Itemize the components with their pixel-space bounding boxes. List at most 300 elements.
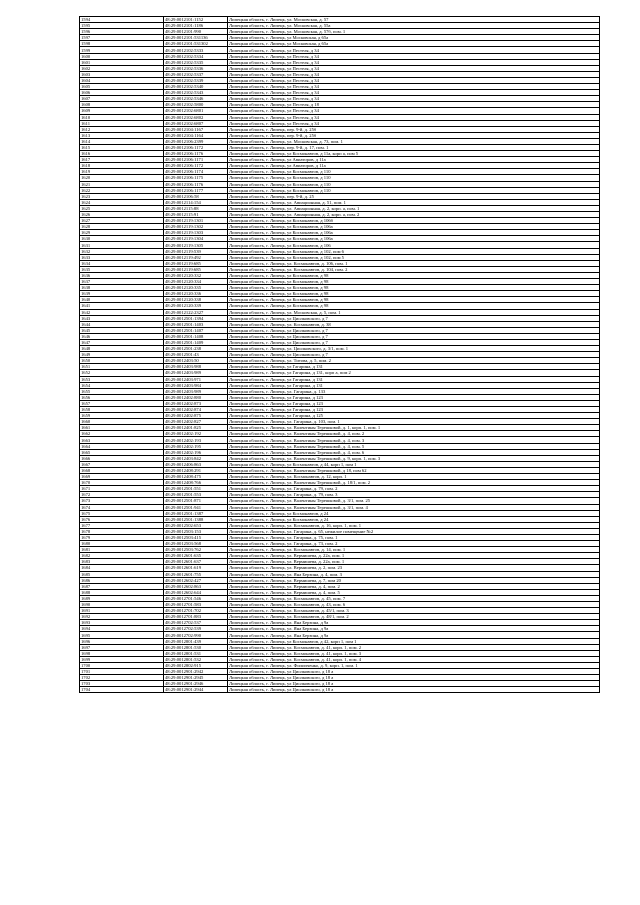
- row-number-cell: 1671: [80, 486, 164, 492]
- address-cell: Липецкая область, г. Липецк, ул. Гагарина, д. 73, пом. 2: [228, 541, 600, 547]
- cadastral-number-cell: 48:29:0012119:1301: [164, 218, 228, 224]
- cadastral-number-cell: 48:29:0012102:5335: [164, 59, 228, 65]
- address-cell: Липецкая область, г. Липецк, ул. Яна Берзина, д 9а: [228, 626, 600, 632]
- address-cell: Липецкая область, г. Липецк, ул Космонавтов, д 98: [228, 272, 600, 278]
- cadastral-number-cell: 48:29:0012501:551: [164, 486, 228, 492]
- address-cell: Липецкая область, г. Липецк, ул. Филипченко, д. 9, корп. 1, пом. 1: [228, 662, 600, 668]
- cadastral-number-cell: 48:29:0012801:531: [164, 650, 228, 656]
- cadastral-number-cell: 48:29:0012119:492: [164, 254, 228, 260]
- address-cell: Липецкая область, г. Липецк, ул. Вермишева, д. 4, пом. 5: [228, 589, 600, 595]
- row-number-cell: 1600: [80, 53, 164, 59]
- cadastral-number-cell: 48:29:0012402:827: [164, 419, 228, 425]
- cadastral-number-cell: 48:29:0012101:531302: [164, 41, 228, 47]
- address-cell: Липецкая область, г. Липецк, ул. Гагарина, д. 65, нежилое помещение №2: [228, 528, 600, 534]
- cadastral-number-cell: 48:29:0012102:5336: [164, 65, 228, 71]
- cadastral-number-cell: 48:29:0012602:427: [164, 577, 228, 583]
- address-cell: Липецкая область, г. Липецк, пер. 9-й, д. 17, пом. 1: [228, 144, 600, 150]
- cadastral-number-cell: 48:29:0012602:863: [164, 583, 228, 589]
- row-number-cell: 1682: [80, 553, 164, 559]
- row-number-cell: 1665: [80, 449, 164, 455]
- address-cell: Липецкая область, г. Липецк, ул Космонавтов, д 44, корп 1, пом 1: [228, 461, 600, 467]
- row-number-cell: 1679: [80, 534, 164, 540]
- row-number-cell: 1676: [80, 516, 164, 522]
- cadastral-number-cell: 48:29:0012119:1303: [164, 230, 228, 236]
- row-number-cell: 1668: [80, 467, 164, 473]
- row-number-cell: 1639: [80, 291, 164, 297]
- address-cell: Липецкая область, г. Липецк, ул Космонавтов, д 98: [228, 279, 600, 285]
- address-cell: Липецкая область, г. Липецк, ул Авиаторов, д 11а: [228, 163, 600, 169]
- cadastral-number-cell: 48:29:0012501:43: [164, 352, 228, 358]
- address-cell: Липецкая область, г. Липецк, ул Московская, д 65а: [228, 41, 600, 47]
- address-cell: Липецкая область, г. Липецк, ул. Космонавтов, д. 48/1, пом. 2: [228, 614, 600, 620]
- address-cell: Липецкая область, г. Липецк, ул Космонавтов, д 98: [228, 303, 600, 309]
- address-cell: Липецкая область, г. Липецк, ул. Валентины Терешковой, д. 4, пом. 2: [228, 431, 600, 437]
- address-cell: Липецкая область, г. Липецк, ул. Космонавтов, д. 45/1, пом. 3: [228, 608, 600, 614]
- address-cell: Липецкая область, г. Липецк, ул Пестеля, д 34: [228, 59, 600, 65]
- address-cell: Липецкая область, г. Липецк, ул Московская, д 65а: [228, 35, 600, 41]
- address-cell: Липецкая область, г. Липецк, ул. Валентины Терешковой, д. 3/1, пом. 25: [228, 498, 600, 504]
- row-number-cell: 1619: [80, 169, 164, 175]
- row-number-cell: 1692: [80, 614, 164, 620]
- row-number-cell: 1678: [80, 528, 164, 534]
- address-cell: Липецкая область, г. Липецк, ул. Авиационная, д. 2, корп. а, пом. 2: [228, 212, 600, 218]
- address-cell: Липецкая область, г. Липецк, ул Пестеля, д 34: [228, 71, 600, 77]
- address-cell: Липецкая область, г. Липецк, ул Циолковского, д 7: [228, 333, 600, 339]
- cadastral-number-cell: 48:29:0012702:539: [164, 626, 228, 632]
- cadastral-number-cell: 48:29:0012501:238: [164, 346, 228, 352]
- row-number-cell: 1611: [80, 120, 164, 126]
- address-cell: Липецкая область, г. Липецк, ул Пестеля, д 34: [228, 120, 600, 126]
- address-cell: Липецкая область, г. Липецк, ул Пестеля, д 34: [228, 108, 600, 114]
- address-cell: Липецкая область, г. Липецк, ул Циолковского, д 18 а: [228, 681, 600, 687]
- cadastral-number-cell: 48:29:0012901:2942: [164, 669, 228, 675]
- row-number-cell: 1618: [80, 163, 164, 169]
- cadastral-number-cell: 48:29:0012102:6807: [164, 120, 228, 126]
- address-cell: Липецкая область, г. Липецк, ул Космонавтов, д 11а, корп а, пом 5: [228, 151, 600, 157]
- cadastral-number-cell: 48:29:0012501:1408: [164, 333, 228, 339]
- address-cell: Липецкая область, г. Липецк, ул Космонавтов, д 98: [228, 291, 600, 297]
- cadastral-number-cell: 48:29:0012402:195: [164, 443, 228, 449]
- address-cell: Липецкая область, г. Липецк, ул Гагарина, д 123: [228, 400, 600, 406]
- cadastral-number-cell: 48:29:0012120:336: [164, 291, 228, 297]
- address-cell: Липецкая область, г. Липецк, ул Космонавтов, д 110: [228, 187, 600, 193]
- address-cell: Липецкая область, г. Липецк, ул. Космонавтов, д. 43, пом. 6: [228, 602, 600, 608]
- address-cell: Липецкая область, г. Липецк, ул Космонавтов, д 106а: [228, 236, 600, 242]
- cadastral-number-cell: 48:29:0012408:291: [164, 467, 228, 473]
- address-cell: Липецкая область, г. Липецк, ул Циолковского, д 7: [228, 315, 600, 321]
- address-cell: Липецкая область, г. Липецк, ул Гагарина, д 125: [228, 413, 600, 419]
- row-number-cell: 1675: [80, 510, 164, 516]
- cadastral-number-cell: 48:29:0012501:1403: [164, 321, 228, 327]
- row-number-cell: 1644: [80, 321, 164, 327]
- row-number-cell: 1597: [80, 35, 164, 41]
- row-number-cell: 1664: [80, 443, 164, 449]
- address-cell: Липецкая область, г. Липецк, ул. Вермишева, д. 22а, пом. 1: [228, 559, 600, 565]
- cadastral-number-cell: 48:29:0012106:1172: [164, 163, 228, 169]
- row-number-cell: 1621: [80, 181, 164, 187]
- address-cell: Липецкая область, г. Липецк, ул. Валентины Терешковой, д. 3/1, пом. 4: [228, 504, 600, 510]
- cadastral-number-cell: 48:29:0012106:2399: [164, 138, 228, 144]
- address-cell: Липецкая область, г. Липецк, ул Космонавтов, д 102, пом 6: [228, 248, 600, 254]
- address-cell: Липецкая область, г. Липецк, ул Циолковского, д 18 а: [228, 669, 600, 675]
- address-cell: Липецкая область, г. Липецк, ул. Валентины Терешковой, д. 4, пом. 3: [228, 437, 600, 443]
- cadastral-number-cell: 48:29:0012119:685: [164, 260, 228, 266]
- cadastral-number-cell: 48:29:0012701:702: [164, 608, 228, 614]
- cadastral-number-cell: 48:29:0012408:475: [164, 474, 228, 480]
- row-number-cell: 1602: [80, 65, 164, 71]
- row-number-cell: 1696: [80, 638, 164, 644]
- address-cell: Липецкая область, г. Липецк, ул. Яна Берзина, д 9а: [228, 620, 600, 626]
- cadastral-number-cell: 48:29:0012502:653: [164, 522, 228, 528]
- cadastral-number-cell: 48:29:0012106:1176: [164, 151, 228, 157]
- address-cell: Липецкая область, г. Липецк, ул Циолковского, д 7: [228, 352, 600, 358]
- address-cell: Липецкая область, г. Липецк, ул Циолковского, д 18 а: [228, 687, 600, 693]
- row-number-cell: 1646: [80, 333, 164, 339]
- cadastral-number-cell: 48:29:0012104:1164: [164, 132, 228, 138]
- address-cell: Липецкая область, г. Липецк, ул. Космонавтов, д. 41, корп. 1, пом. 3: [228, 650, 600, 656]
- cadastral-number-cell: 48:29:0012403:988: [164, 364, 228, 370]
- cadastral-number-cell: 48:29:0012102:5343: [164, 90, 228, 96]
- cadastral-number-cell: 48:29:0012403:984: [164, 382, 228, 388]
- cadastral-number-cell: 48:29:0012601:619: [164, 565, 228, 571]
- cadastral-number-cell: 48:29:0012801:439: [164, 638, 228, 644]
- cadastral-number-cell: 48:29:0012503:415: [164, 534, 228, 540]
- cadastral-number-cell: 48:29:0012106:1172: [164, 144, 228, 150]
- cadastral-number-cell: 48:29:0012119:1304: [164, 236, 228, 242]
- cadastral-number-cell: 48:29:0012601:637: [164, 559, 228, 565]
- row-number-cell: 1629: [80, 230, 164, 236]
- row-number-cell: 1604: [80, 77, 164, 83]
- row-number-cell: 1640: [80, 297, 164, 303]
- cadastral-number-cell: 48:29:0012408:766: [164, 480, 228, 486]
- row-number-cell: 1594: [80, 17, 164, 23]
- row-number-cell: 1616: [80, 151, 164, 157]
- row-number-cell: 1688: [80, 589, 164, 595]
- address-cell: Липецкая область, г. Липецк, ул. Гагарина, д. 133: [228, 388, 600, 394]
- address-cell: Липецкая область, г. Липецк, ул Пестеля, д 34: [228, 47, 600, 53]
- address-cell: Липецкая область, г. Липецк, ул. Гагарина, д. 79, пом. 3: [228, 492, 600, 498]
- address-cell: Липецкая область, г. Липецк, ул. Валентины Терешковой, д. 4, пом. 5: [228, 443, 600, 449]
- cadastral-number-cell: 48:29:0012802:915: [164, 662, 228, 668]
- cadastral-number-cell: 48:29:0012901:2946: [164, 681, 228, 687]
- row-number-cell: 1656: [80, 394, 164, 400]
- row-number-cell: 1694: [80, 626, 164, 632]
- cadastral-number-cell: 48:29:0012102:6802: [164, 114, 228, 120]
- row-number-cell: 1637: [80, 279, 164, 285]
- cadastral-number-cell: 48:29:0012901:2944: [164, 687, 228, 693]
- row-number-cell: 1624: [80, 199, 164, 205]
- address-cell: Липецкая область, г. Липецк, ул Космонавтов, д 106: [228, 242, 600, 248]
- cadastral-number-cell: 48:29:0012102:5339: [164, 77, 228, 83]
- cadastral-number-cell: 48:29:0012106:1174: [164, 169, 228, 175]
- row-number-cell: 1674: [80, 504, 164, 510]
- row-number-cell: 1687: [80, 583, 164, 589]
- row-number-cell: 1657: [80, 400, 164, 406]
- row-number-cell: 1643: [80, 315, 164, 321]
- address-cell: Липецкая область, г. Липецк, ул. Гагарина, д. 103, пом. 1: [228, 419, 600, 425]
- cadastral-number-cell: 48:29:0012503:568: [164, 541, 228, 547]
- cadastral-number-cell: 48:29:0012102:5333: [164, 47, 228, 53]
- address-cell: Липецкая область, г. Липецк, ул Авиаторов, д 11а: [228, 157, 600, 163]
- address-cell: Липецкая область, г. Липецк, ул. Космонавтов, д. 41, корп. 1, пом. 2: [228, 644, 600, 650]
- row-number-cell: 1631: [80, 242, 164, 248]
- cadastral-number-cell: 48:29:0012501:1388: [164, 516, 228, 522]
- row-number-cell: 1634: [80, 260, 164, 266]
- cadastral-number-cell: 48:29:0012115:91: [164, 212, 228, 218]
- cadastral-number-cell: 48:29:0012501:1409: [164, 339, 228, 345]
- address-cell: Липецкая область, г. Липецк, ул Космонавтов, д 102, пом 5: [228, 254, 600, 260]
- address-cell: Липецкая область, г. Липецк, пер. 9-й, д. 25б: [228, 126, 600, 132]
- row-number-cell: 1638: [80, 285, 164, 291]
- cadastral-number-cell: 48:29:0012102:5334: [164, 53, 228, 59]
- row-number-cell: 1617: [80, 157, 164, 163]
- cadastral-number-cell: 48:29:0012403:842: [164, 455, 228, 461]
- row-number-cell: 1610: [80, 114, 164, 120]
- row-number-cell: 1625: [80, 205, 164, 211]
- row-number-cell: 1680: [80, 541, 164, 547]
- address-cell: Липецкая область, г. Липецк, ул Пестеля, д 18: [228, 102, 600, 108]
- row-number-cell: 1690: [80, 602, 164, 608]
- row-number-cell: 1601: [80, 59, 164, 65]
- address-cell: Липецкая область, г. Липецк, ул. Космонавтов, д. 16, корп. 1, пом. 1: [228, 522, 600, 528]
- cadastral-number-cell: 48:29:0012503:153: [164, 528, 228, 534]
- cadastral-number-cell: 48:29:0012120:339: [164, 303, 228, 309]
- address-cell: Липецкая область, г. Липецк, ул. Московская, д. 5, пом. 1: [228, 309, 600, 315]
- address-cell: Липецкая область, г. Липецк, ул. Космонавтов, д. 45, пом. 7: [228, 595, 600, 601]
- row-number-cell: 1626: [80, 212, 164, 218]
- row-number-cell: 1627: [80, 218, 164, 224]
- row-number-cell: 1630: [80, 236, 164, 242]
- cadastral-number-cell: 48:29:0012501:553: [164, 492, 228, 498]
- row-number-cell: 1614: [80, 138, 164, 144]
- address-cell: Липецкая область, г. Липецк, ул Гагарина, д 131, корп а, пом 2: [228, 370, 600, 376]
- cadastral-number-cell: 48:29:0012701:583: [164, 602, 228, 608]
- cadastral-number-cell: 48:29:0012503:762: [164, 547, 228, 553]
- table-row: [80, 687, 600, 693]
- row-number-cell: 1606: [80, 90, 164, 96]
- row-number-cell: 1633: [80, 254, 164, 260]
- row-number-cell: 1681: [80, 547, 164, 553]
- address-cell: Липецкая область, г. Липецк, ул. Космонавтов, д. 106, пом. 1: [228, 260, 600, 266]
- address-cell: Липецкая область, г. Липецк, ул Циолковского, д 18 а: [228, 675, 600, 681]
- cadastral-number-cell: 48:29:0012601:635: [164, 553, 228, 559]
- address-cell: Липецкая область, г. Липецк, ул. Московская, д. 57: [228, 17, 600, 23]
- cadastral-number-cell: 48:29:0012701:546: [164, 595, 228, 601]
- row-number-cell: 1599: [80, 47, 164, 53]
- row-number-cell: 1653: [80, 376, 164, 382]
- row-number-cell: 1693: [80, 620, 164, 626]
- address-cell: Липецкая область, г. Липецк, ул. Вермишева, д. 4, пом. 2: [228, 583, 600, 589]
- cadastral-number-cell: 48:29:0012402:874: [164, 407, 228, 413]
- row-number-cell: 1685: [80, 571, 164, 577]
- row-number-cell: 1703: [80, 681, 164, 687]
- row-number-cell: 1615: [80, 144, 164, 150]
- row-number-cell: 1673: [80, 498, 164, 504]
- row-number-cell: 1628: [80, 224, 164, 230]
- row-number-cell: 1689: [80, 595, 164, 601]
- cadastral-number-cell: 48:29:0012801:532: [164, 656, 228, 662]
- address-cell: Липецкая область, г. Липецк, ул. Вермишева, д. 22а, пом. 1: [228, 553, 600, 559]
- address-cell: Липецкая область, г. Липецк, ул. Валентины Терешковой, д. 4, пом. 6: [228, 449, 600, 455]
- cadastral-number-cell: 48:29:0012406:863: [164, 461, 228, 467]
- row-number-cell: 1667: [80, 461, 164, 467]
- row-number-cell: 1635: [80, 266, 164, 272]
- address-cell: Липецкая область, г. Липецк, ул. Космонавтов, д. 38: [228, 321, 600, 327]
- address-cell: Липецкая область, г. Липецк, ул Пестеля, д 34: [228, 77, 600, 83]
- cadastral-number-cell: 48:29:0012106:58: [164, 193, 228, 199]
- row-number-cell: 1683: [80, 559, 164, 565]
- cadastral-number-cell: 48:29:0012402:196: [164, 449, 228, 455]
- row-number-cell: 1605: [80, 84, 164, 90]
- cadastral-number-cell: 48:29:0012602:644: [164, 589, 228, 595]
- cadastral-number-cell: 48:29:0012104:1167: [164, 126, 228, 132]
- address-cell: Липецкая область, г. Липецк, ул. Космонавтов, д. 41, корп. 1, пом. 4: [228, 656, 600, 662]
- address-cell: Липецкая область, г. Липецк, ул Космонавтов, д 24: [228, 510, 600, 516]
- row-number-cell: 1641: [80, 303, 164, 309]
- address-cell: Липецкая область, г. Липецк, ул. Валентины Терешковой, д. 9, корп. 1, пом. 3: [228, 455, 600, 461]
- row-number-cell: 1659: [80, 413, 164, 419]
- cadastral-number-cell: 48:29:0012106:1176: [164, 181, 228, 187]
- address-cell: Липецкая область, г. Липецк, ул. Вермишева, д. 7, пом 20: [228, 577, 600, 583]
- row-number-cell: 1595: [80, 23, 164, 29]
- address-cell: Липецкая область, г. Липецк, ул Пестеля, д 34: [228, 65, 600, 71]
- address-cell: Липецкая область, г. Липецк, ул. Яна Берзина, д 9а: [228, 632, 600, 638]
- row-number-cell: 1686: [80, 577, 164, 583]
- address-cell: Липецкая область, г. Липецк, ул. Яна Берзина, д. 4, пом. 3: [228, 571, 600, 577]
- cadastral-number-cell: 48:29:0012402:192: [164, 431, 228, 437]
- cadastral-number-cell: 48:29:0012402:875: [164, 413, 228, 419]
- cadastral-number-cell: 48:29:0012801:530: [164, 644, 228, 650]
- row-number-cell: 1654: [80, 382, 164, 388]
- row-number-cell: 1596: [80, 29, 164, 35]
- row-number-cell: 1677: [80, 522, 164, 528]
- row-number-cell: 1636: [80, 272, 164, 278]
- cadastral-number-cell: 48:29:0012702:537: [164, 620, 228, 626]
- row-number-cell: 1670: [80, 480, 164, 486]
- address-cell: Липецкая область, г. Липецк, ул Гагарина, д 123: [228, 394, 600, 400]
- address-cell: Липецкая область, г. Липецк, ул. Космонавтов, д. 14, пом. 1: [228, 547, 600, 553]
- cadastral-number-cell: 48:29:0012501:1407: [164, 327, 228, 333]
- cadastral-number-cell: 48:29:0012119:1302: [164, 224, 228, 230]
- address-cell: Липецкая область, г. Липецк, ул. Гагарина, д. 79, пом. 2: [228, 486, 600, 492]
- cadastral-number-cell: 48:29:0012403:989: [164, 388, 228, 394]
- row-number-cell: 1702: [80, 675, 164, 681]
- cadastral-number-cell: 48:29:0012402:880: [164, 394, 228, 400]
- row-number-cell: 1650: [80, 358, 164, 364]
- cadastral-number-cell: 48:29:0012106:1175: [164, 175, 228, 181]
- cadastral-number-cell: 48:29:0012120:334: [164, 279, 228, 285]
- address-cell: Липецкая область, г. Липецк, ул. Космонавтов, д. 104, пом. 2: [228, 266, 600, 272]
- address-cell: Липецкая область, г. Липецк, ул. Валентины Терешковой, д. 18/1, пом. 2: [228, 480, 600, 486]
- address-cell: Липецкая область, г. Липецк, ул Гагарина, д 131: [228, 376, 600, 382]
- row-number-cell: 1647: [80, 339, 164, 345]
- address-cell: Липецкая область, г. Липецк, пер. 9-й, д. 25: [228, 193, 600, 199]
- row-number-cell: 1603: [80, 71, 164, 77]
- cadastral-number-cell: 48:29:0012402:193: [164, 437, 228, 443]
- row-number-cell: 1620: [80, 175, 164, 181]
- row-number-cell: 1632: [80, 248, 164, 254]
- address-cell: Липецкая область, г. Липецк, ул. Валентины Терешковой, д 18, пом 62: [228, 467, 600, 473]
- address-cell: Липецкая область, г. Липецк, пер. 9-й, д. 25б: [228, 132, 600, 138]
- address-cell: Липецкая область, г. Липецк, ул Космонавтов, д 24: [228, 516, 600, 522]
- row-number-cell: 1661: [80, 425, 164, 431]
- row-number-cell: 1697: [80, 644, 164, 650]
- address-cell: Липецкая область, г. Липецк, ул. Авиационная, д. 2, корп. а, пом. 1: [228, 205, 600, 211]
- address-cell: Липецкая область, г. Липецк, ул. Космонавтов, д. 12, корп. 1: [228, 474, 600, 480]
- cadastral-number-cell: 48:29:0012122:2327: [164, 309, 228, 315]
- cadastral-number-cell: 48:29:0012102:5346: [164, 96, 228, 102]
- row-number-cell: 1612: [80, 126, 164, 132]
- cadastral-number-cell: 48:29:0012119:685: [164, 266, 228, 272]
- address-cell: Липецкая область, г. Липецк, ул Космонавтов, д 110: [228, 175, 600, 181]
- cadastral-number-cell: 48:29:0012403:50: [164, 358, 228, 364]
- row-number-cell: 1622: [80, 187, 164, 193]
- row-number-cell: 1648: [80, 346, 164, 352]
- row-number-cell: 1666: [80, 455, 164, 461]
- address-cell: Липецкая область, г. Липецк, ул Космонавтов, д 106а: [228, 230, 600, 236]
- row-number-cell: 1704: [80, 687, 164, 693]
- registry-table-body: [80, 17, 600, 693]
- cadastral-number-cell: 48:29:0012102:5800: [164, 102, 228, 108]
- cadastral-number-cell: 48:29:0012106:1177: [164, 187, 228, 193]
- row-number-cell: 1651: [80, 364, 164, 370]
- address-cell: Липецкая область, г. Липецк, ул. Московская, д. 73, пом. 1: [228, 138, 600, 144]
- row-number-cell: 1608: [80, 102, 164, 108]
- cadastral-number-cell: 48:29:0012114:154: [164, 199, 228, 205]
- row-number-cell: 1652: [80, 370, 164, 376]
- row-number-cell: 1645: [80, 327, 164, 333]
- address-cell: Липецкая область, г. Липецк, ул. Валентины Терешковой, д. 1, корп. 1, пом. 1: [228, 425, 600, 431]
- cadastral-number-cell: 48:29:0012701:883: [164, 614, 228, 620]
- cadastral-number-cell: 48:29:0012401:825: [164, 425, 228, 431]
- cadastral-number-cell: 48:29:0012403:989: [164, 370, 228, 376]
- cadastral-number-cell: 48:29:0012601:755: [164, 571, 228, 577]
- address-cell: Липецкая область, г. Липецк, ул Пестеля, д 34: [228, 84, 600, 90]
- address-cell: Липецкая область, г. Липецк, ул. Титова, д. 5, пом. 2: [228, 358, 600, 364]
- address-cell: Липецкая область, г. Липецк, ул. Вермишева, д. 2, пом. 23: [228, 565, 600, 571]
- cadastral-number-cell: 48:29:0012120:332: [164, 272, 228, 278]
- address-cell: Липецкая область, г. Липецк, ул. Московская, д. 55а: [228, 23, 600, 29]
- address-cell: Липецкая область, г. Липецк, ул Космонавтов, д 110: [228, 181, 600, 187]
- address-cell: Липецкая область, г. Липецк, ул Гагарина, д 131: [228, 382, 600, 388]
- address-cell: Липецкая область, г. Липецк, ул Космонавтов, д 42, корп 1, пом 1: [228, 638, 600, 644]
- address-cell: Липецкая область, г. Липецк, ул Космонавтов, д 98: [228, 285, 600, 291]
- cadastral-number-cell: 48:29:0012101:1186: [164, 23, 228, 29]
- cadastral-number-cell: 48:29:0012101:990: [164, 29, 228, 35]
- address-cell: Липецкая область, г. Липецк, ул. Московская, д. 57б, пом. 1: [228, 29, 600, 35]
- address-cell: Липецкая область, г. Липецк, ул Пестеля, д 34: [228, 114, 600, 120]
- row-number-cell: 1660: [80, 419, 164, 425]
- row-number-cell: 1613: [80, 132, 164, 138]
- row-number-cell: 1609: [80, 108, 164, 114]
- cadastral-number-cell: 48:29:0012403:971: [164, 376, 228, 382]
- address-cell: Липецкая область, г. Липецк, ул Космонавтов, д 106б: [228, 218, 600, 224]
- row-number-cell: 1663: [80, 437, 164, 443]
- cadastral-number-cell: 48:29:0012501:941: [164, 504, 228, 510]
- address-cell: Липецкая область, г. Липецк, ул Космонавтов, д 98: [228, 297, 600, 303]
- cadastral-number-cell: 48:29:0012402:873: [164, 400, 228, 406]
- row-number-cell: 1662: [80, 431, 164, 437]
- address-cell: Липецкая область, г. Липецк, ул. Авиационная, д. 51, пом. 1: [228, 199, 600, 205]
- address-cell: Липецкая область, г. Липецк, ул Циолковского, д 7: [228, 327, 600, 333]
- cadastral-number-cell: 48:29:0012101:531136: [164, 35, 228, 41]
- address-cell: Липецкая область, г. Липецк, ул Космонавтов, д 110: [228, 169, 600, 175]
- address-cell: Липецкая область, г. Липецк, ул Пестеля, д 34: [228, 53, 600, 59]
- row-number-cell: 1669: [80, 474, 164, 480]
- row-number-cell: 1598: [80, 41, 164, 47]
- cadastral-number-cell: 48:29:0012120:335: [164, 285, 228, 291]
- address-cell: Липецкая область, г. Липецк, ул Гагарина, д 123: [228, 407, 600, 413]
